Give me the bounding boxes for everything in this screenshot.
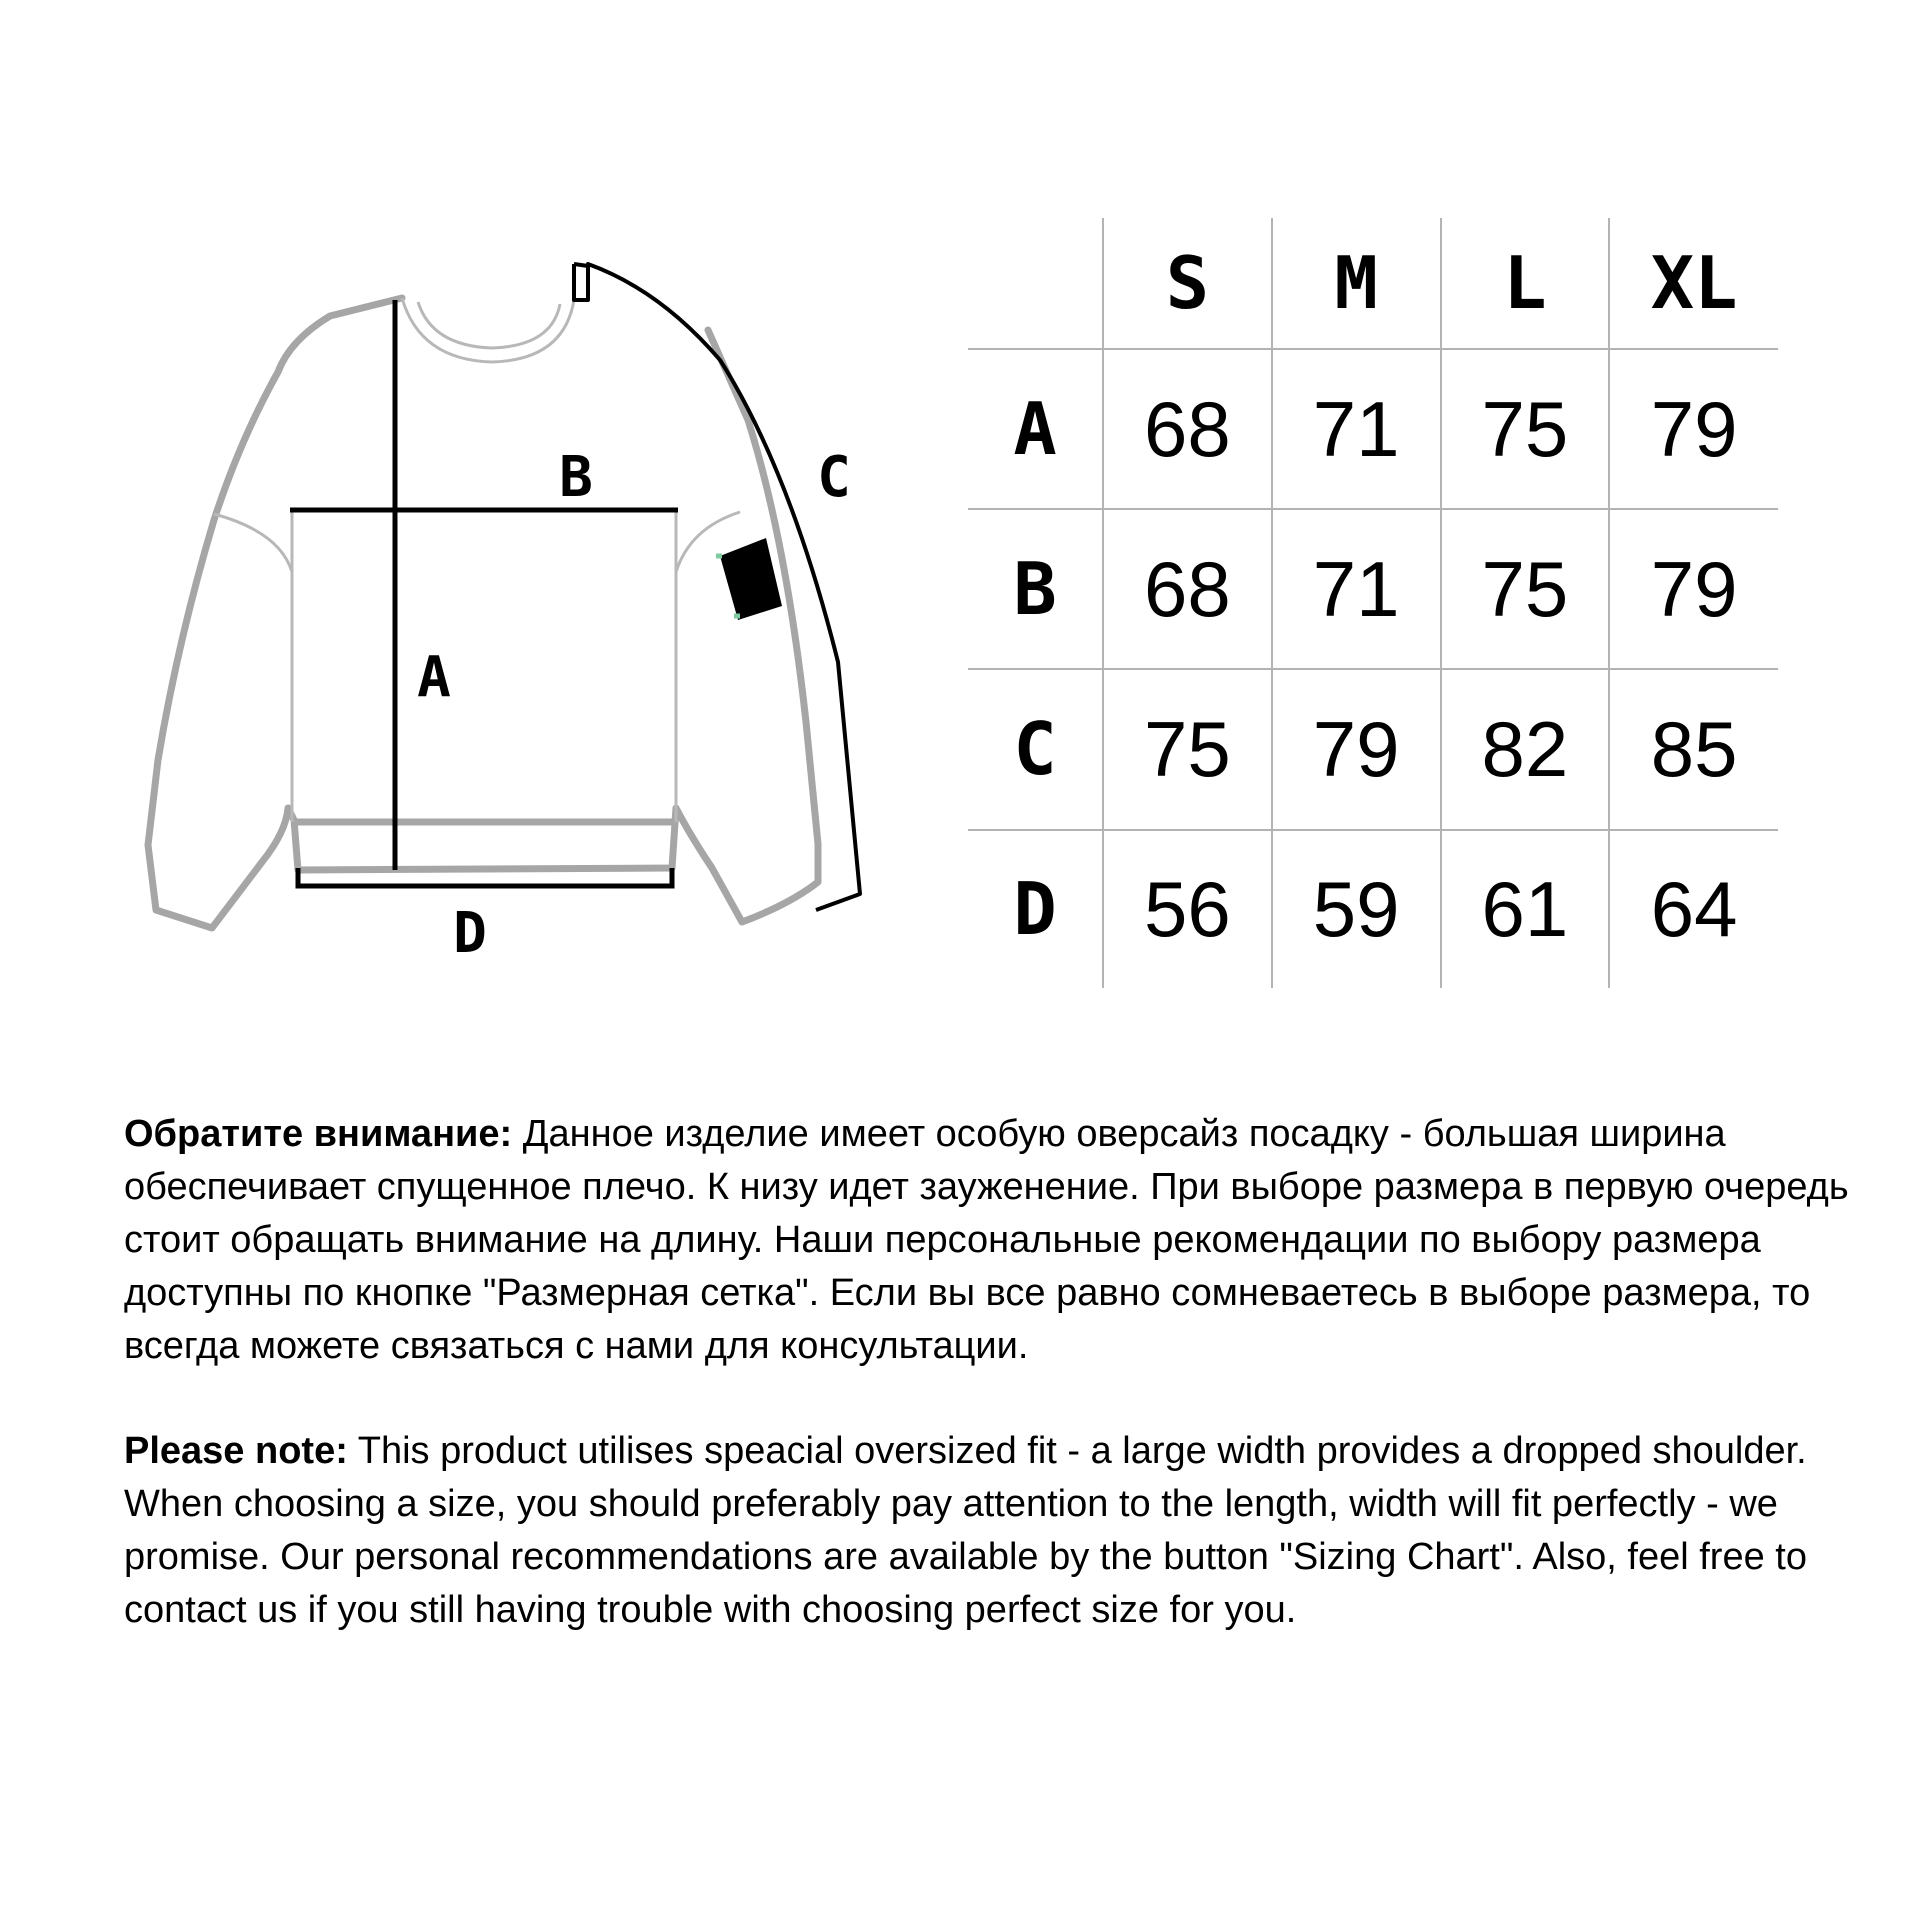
table-cell: 71 <box>1272 509 1441 669</box>
measure-a-label: A <box>417 645 451 710</box>
table-cell: 75 <box>1441 509 1610 669</box>
note-russian-text: Данное изделие имеет особую оверсайз посадку - большая ширина обеспечивает спущенное плечо. К низу идет зауженение. При выборе размера в первую очередь стоит обращать внимание на длину. Наши персональные рекомендации по выбору размера доступны по кнопке "Размерная сетка". Если вы все равно сомневаетесь в выборе размера, то всегда можете связаться с нами для консультации. <box>124 1113 1849 1367</box>
size-col-s: S <box>1103 218 1272 349</box>
measurement-lines <box>290 300 678 886</box>
table-row <box>968 509 1778 669</box>
table-cell: 59 <box>1272 830 1441 988</box>
row-label-a: A <box>968 349 1103 509</box>
row-label-b: B <box>968 509 1103 669</box>
table-cell: 64 <box>1609 830 1778 988</box>
table-row <box>968 669 1778 829</box>
table-row <box>968 349 1778 509</box>
table-corner <box>968 218 1103 349</box>
note-english-text: This product utilises speacial oversized fit - a large width provides a dropped shoulder. When choosing a size, you should preferably pay attention to the length, width will fit perfectly - we promise. Our personal recommendations are available by the button "Sizing Chart". Also, feel free to contact us if you still having trouble with choosing perfect size for you. <box>124 1430 1807 1631</box>
table-cell: 75 <box>1103 669 1272 829</box>
table-cell: 56 <box>1103 830 1272 988</box>
table-cell: 79 <box>1609 349 1778 509</box>
note-english <box>124 1425 1884 1637</box>
size-chart-table <box>968 218 1778 988</box>
measure-c-label: C <box>817 445 851 510</box>
row-label-d: D <box>968 830 1103 988</box>
size-col-xl: XL <box>1609 218 1778 349</box>
table-cell: 79 <box>1609 509 1778 669</box>
note-english-heading: Please note: <box>124 1430 348 1472</box>
size-col-m: M <box>1272 218 1441 349</box>
sleeve-patch <box>716 538 782 620</box>
sweatshirt-seams <box>214 298 740 822</box>
size-col-l: L <box>1441 218 1610 349</box>
table-cell: 75 <box>1441 349 1610 509</box>
table-cell: 85 <box>1609 669 1778 829</box>
table-cell: 68 <box>1103 509 1272 669</box>
table-cell: 79 <box>1272 669 1441 829</box>
measure-b-label: B <box>559 445 593 510</box>
table-cell: 68 <box>1103 349 1272 509</box>
note-russian <box>124 1108 1884 1373</box>
size-header-row <box>968 218 1778 349</box>
table-cell: 82 <box>1441 669 1610 829</box>
table-cell: 71 <box>1272 349 1441 509</box>
table-cell: 61 <box>1441 830 1610 988</box>
notes-section <box>124 1108 1884 1689</box>
table-row <box>968 830 1778 988</box>
note-russian-heading: Обратите внимание: <box>124 1113 513 1155</box>
sweatshirt-outline <box>148 298 818 928</box>
measure-d-label: D <box>453 901 487 966</box>
row-label-c: C <box>968 669 1103 829</box>
